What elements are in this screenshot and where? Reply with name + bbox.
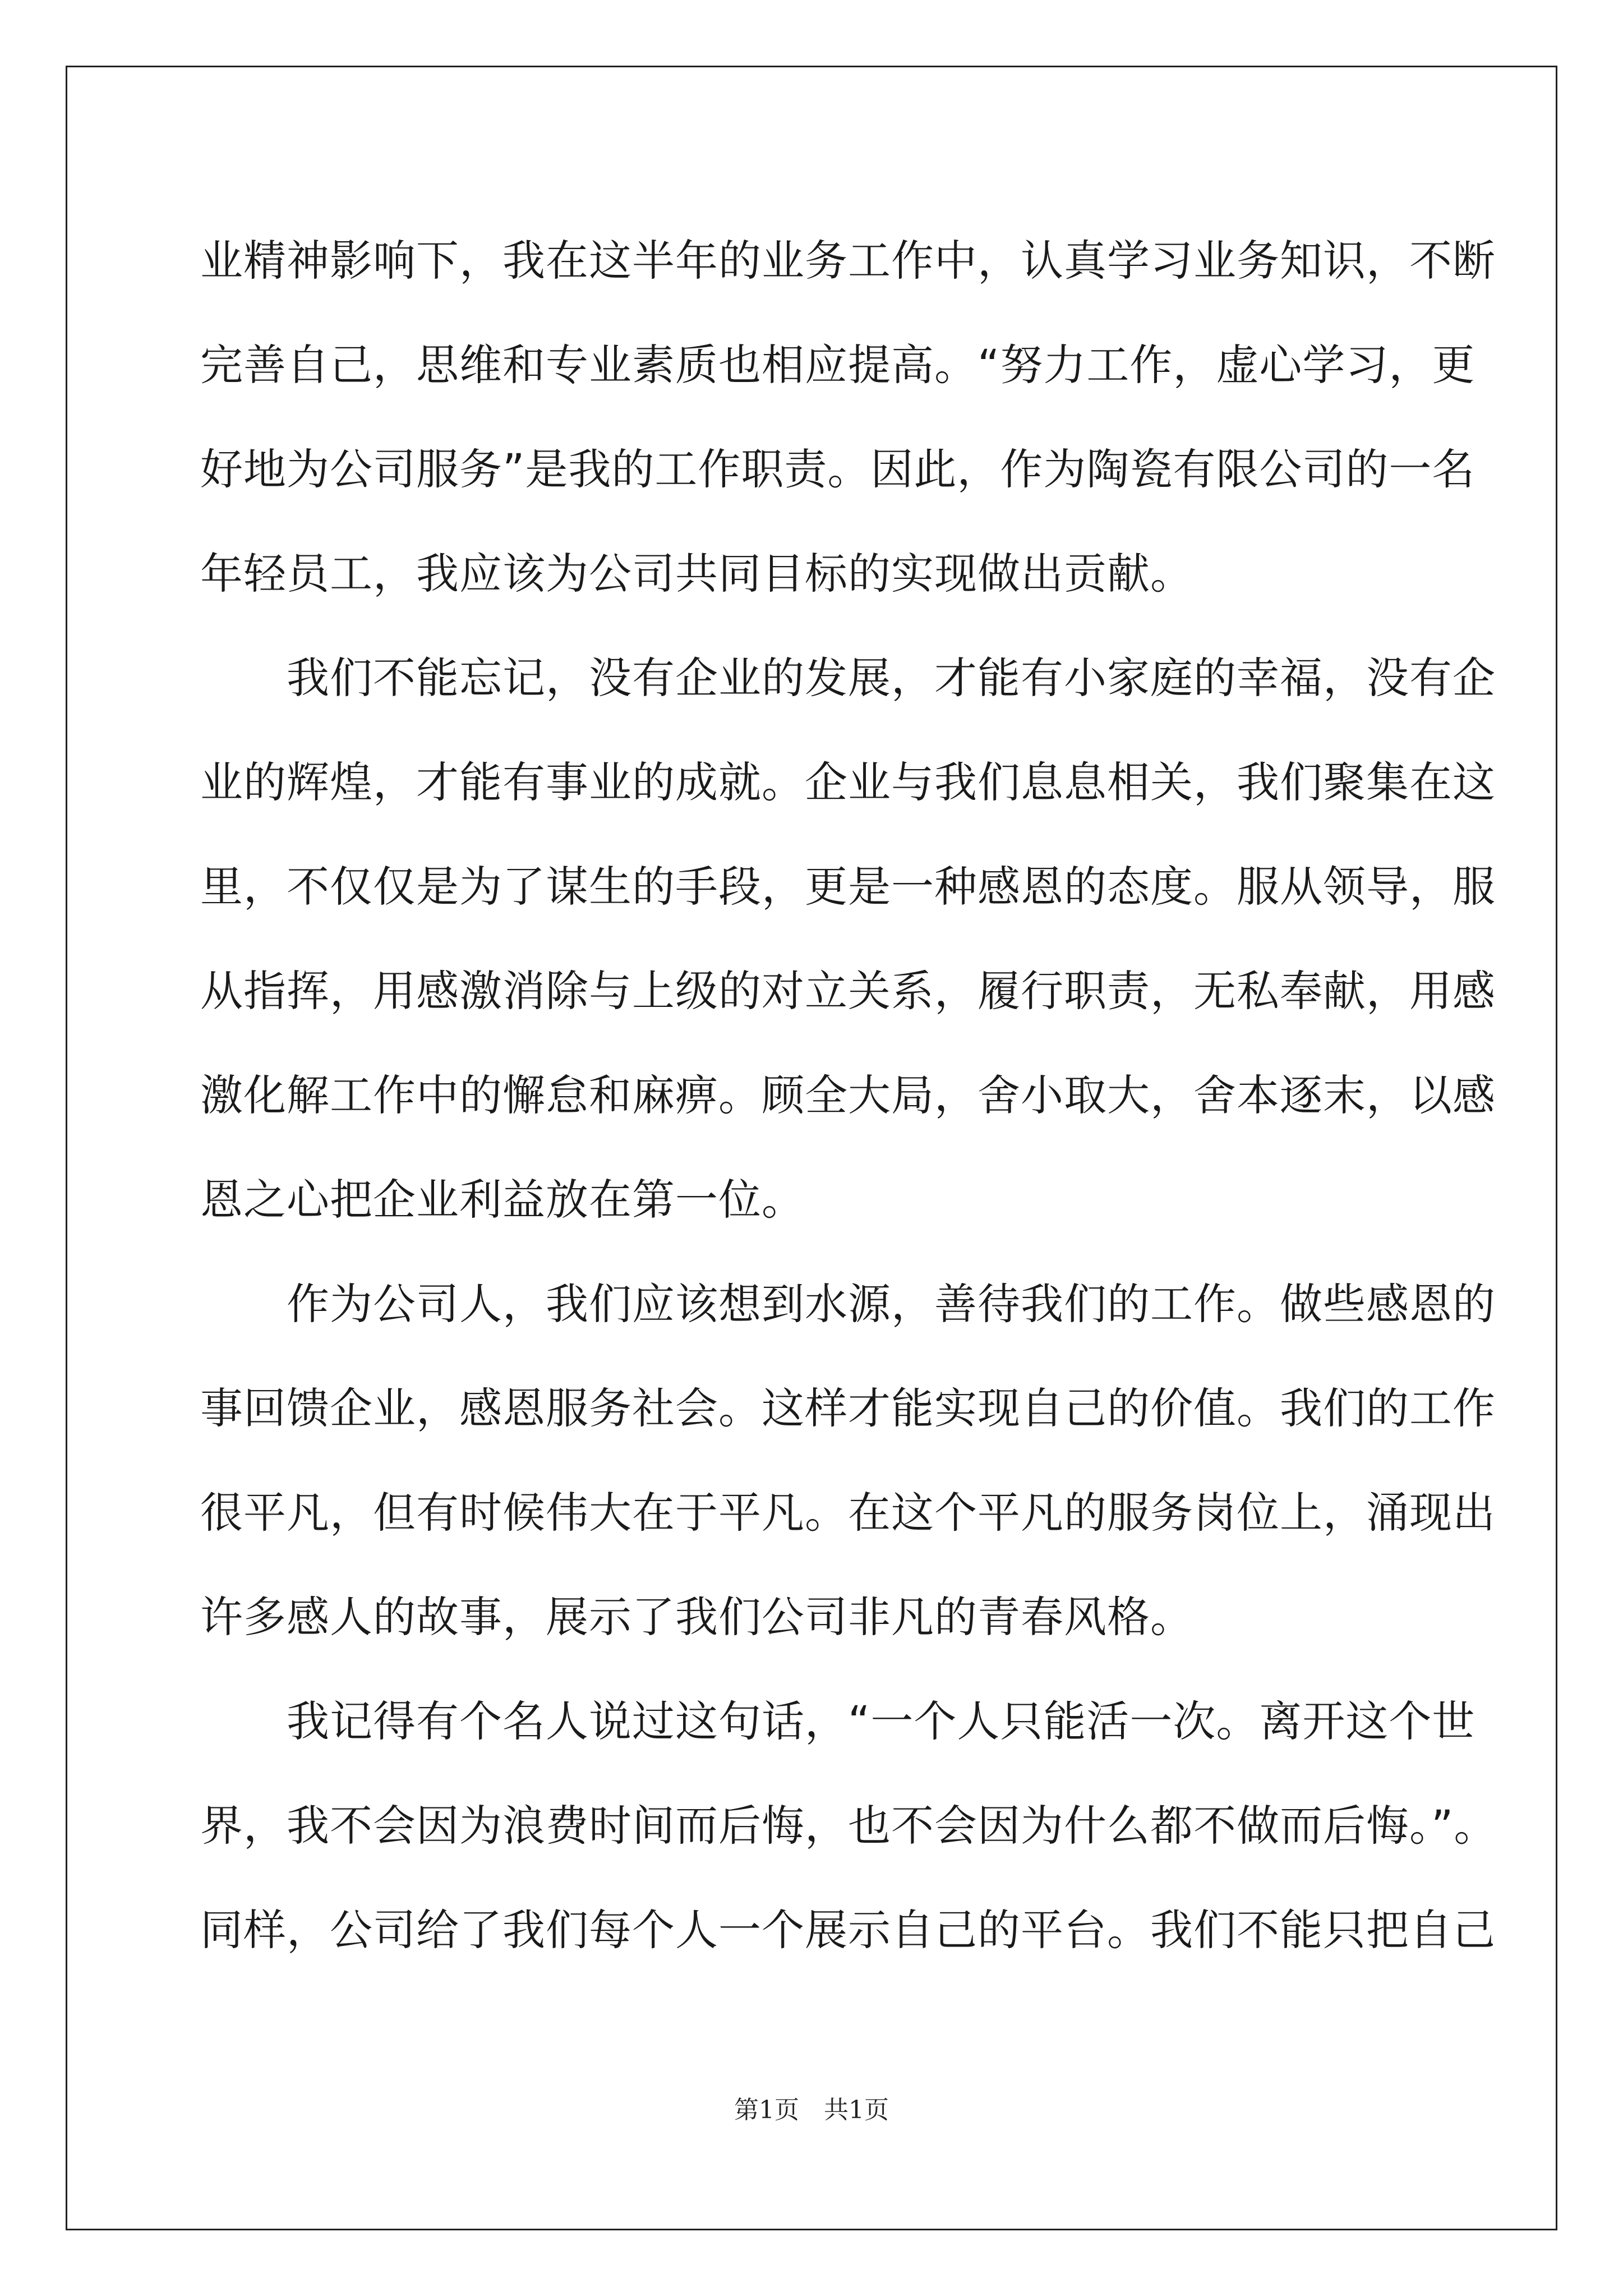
text-line: 界，我不会因为浪费时间而后悔，也不会因为什么都不做而后悔。”。 xyxy=(200,1801,1497,1851)
text-line: 很平凡，但有时候伟大在于平凡。在这个平凡的服务岗位上，涌现出 xyxy=(200,1488,1496,1538)
text-line: 恩之心把企业利益放在第一位。 xyxy=(200,1175,805,1225)
text-line: 业的辉煌，才能有事业的成就。企业与我们息息相关，我们聚集在这 xyxy=(200,757,1496,807)
text-line: 里，不仅仅是为了谋生的手段，更是一种感恩的态度。服从领导，服 xyxy=(200,862,1496,912)
text-line: 年轻员工，我应该为公司共同目标的实现做出贡献。 xyxy=(200,549,1193,599)
page-number: 第1页 共1页 xyxy=(734,2096,889,2124)
text-line: 同样，公司给了我们每个人一个展示自己的平台。我们不能只把自己 xyxy=(200,1905,1496,1955)
text-line: 我记得有个名人说过这句话，“一个人只能活一次。离开这个世 xyxy=(200,1696,1476,1746)
text-line: 作为公司人，我们应该想到水源，善待我们的工作。做些感恩的 xyxy=(200,1279,1496,1329)
text-line: 事回馈企业，感恩服务社会。这样才能实现自己的价值。我们的工作 xyxy=(200,1383,1496,1433)
text-line: 业精神影响下，我在这半年的业务工作中，认真学习业务知识，不断 xyxy=(200,236,1496,286)
text-line: 好地为公司服务”是我的工作职责。因此，作为陶瓷有限公司的一名 xyxy=(200,444,1476,494)
text-line: 许多感人的故事，展示了我们公司非凡的青春风格。 xyxy=(200,1592,1193,1642)
text-line: 我们不能忘记，没有企业的发展，才能有小家庭的幸福，没有企 xyxy=(200,653,1496,703)
text-line: 完善自己，思维和专业素质也相应提高。“努力工作，虚心学习，更 xyxy=(200,340,1476,390)
document-body xyxy=(200,209,1497,1982)
text-line: 从指挥，用感激消除与上级的对立关系，履行职责，无私奉献，用感 xyxy=(200,966,1496,1016)
text-line: 激化解工作中的懈怠和麻痹。顾全大局，舍小取大，舍本逐末，以感 xyxy=(200,1070,1496,1120)
